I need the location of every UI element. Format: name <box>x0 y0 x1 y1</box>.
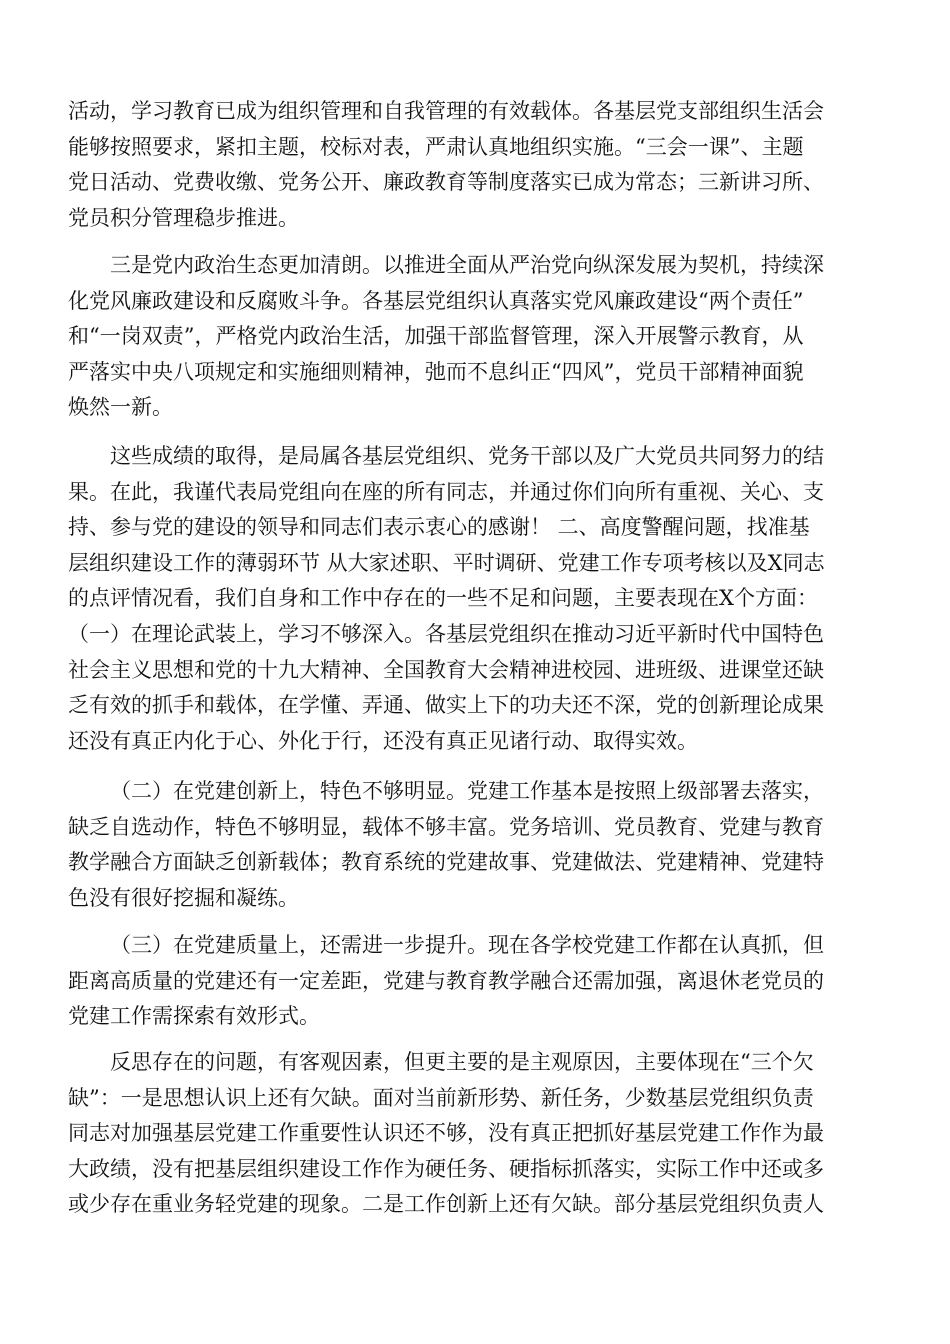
text-line: 和“一岗双责”，严格党内政治生活，加强干部监督管理，深入开展警示教育，从 <box>68 324 804 349</box>
text-line: 反思存在的问题，有客观因素，但更主要的是主观原因，主要体现在“三个欠 <box>110 1050 814 1074</box>
text-line: 的点评情况看，我们自身和工作中存在的一些不足和问题，主要表现在X个方面： <box>68 586 818 611</box>
text-line: （三）在党建质量上，还需进一步提升。现在各学校党建工作都在认真抓，但 <box>110 933 824 957</box>
text-line: 党员积分管理稳步推进。 <box>68 205 299 230</box>
paragraph-3 <box>68 439 825 759</box>
paragraph-4 <box>68 774 824 916</box>
paragraph-5 <box>68 928 824 1035</box>
text-line: 化党风廉政建设和反腐败斗争。各基层党组织认真落实党风廉政建设“两个责任” <box>68 288 804 313</box>
text-line: 层组织建设工作的薄弱环节 从大家述职、平时调研、党建工作专项考核以及X同志 <box>68 550 825 575</box>
text-line: 缺”：一是思想认识上还有欠缺。面对当前新形势、新任务，少数基层党组织负责 <box>68 1085 814 1110</box>
text-line: 距离高质量的党建还有一定差距，党建与教育教学融合还需加强，离退休老党员的 <box>68 968 824 993</box>
text-line: 三是党内政治生态更加清朗。以推进全面从严治党向纵深发展为契机，持续深 <box>110 253 824 277</box>
text-line: （二）在党建创新上，特色不够明显。党建工作基本是按照上级部署去落实， <box>110 779 824 803</box>
text-line: 党建工作需探索有效形式。 <box>68 1004 320 1029</box>
text-line: 活动，学习教育已成为组织管理和自我管理的有效载体。各基层党支部组织生活会 <box>68 99 824 123</box>
text-line: 这些成绩的取得，是局属各基层党组织、党务干部以及广大党员共同努力的结 <box>110 444 824 468</box>
text-line: 或少存在重业务轻党建的现象。二是工作创新上还有欠缺。部分基层党组织负责人 <box>68 1192 824 1217</box>
text-line: 焕然一新。 <box>68 395 173 420</box>
text-line: 大政绩，没有把基层组织建设工作作为硬任务、硬指标抓落实，实际工作中还或多 <box>68 1156 824 1181</box>
text-line: 色没有很好挖掘和凝练。 <box>68 885 299 910</box>
text-line: 果。在此，我谨代表局党组向在座的所有同志，并通过你们向所有重视、关心、支 <box>68 479 824 504</box>
text-line: （一）在理论武装上，学习不够深入。各基层党组织在推动习近平新时代中国特色 <box>68 621 824 646</box>
text-line: 能够按照要求，紧扣主题，校标对表，严肃认真地组织实施。“三会一课”、主题 <box>68 134 804 159</box>
text-line: 乏有效的抓手和载体，在学懂、弄通、做实上下的功夫还不深，党的创新理论成果 <box>68 693 824 718</box>
text-line: 持、参与党的建设的领导和同志们表示衷心的感谢！ 二、高度警醒问题，找准基 <box>68 515 810 540</box>
text-line: 还没有真正内化于心、外化于行，还没有真正见诸行动、取得实效。 <box>68 728 698 753</box>
text-line: 党日活动、党费收缴、党务公开、廉政教育等制度落实已成为常态；三新讲习所、 <box>68 170 824 195</box>
text-line: 严落实中央八项规定和实施细则精神，弛而不息纠正“四风”，党员干部精神面貌 <box>68 359 804 384</box>
text-line: 同志对加强基层党建工作重要性认识还不够，没有真正把抓好基层党建工作作为最 <box>68 1121 824 1146</box>
text-line: 缺乏自选动作，特色不够明显，载体不够丰富。党务培训、党员教育、党建与教育 <box>68 814 824 839</box>
paragraph-2 <box>68 248 824 426</box>
paragraph-1 <box>68 94 824 236</box>
text-line: 教学融合方面缺乏创新载体；教育系统的党建故事、党建做法、党建精神、党建特 <box>68 850 824 875</box>
text-line: 社会主义思想和党的十九大精神、全国教育大会精神进校园、进班级、进课堂还缺 <box>68 657 824 682</box>
paragraph-6 <box>68 1045 824 1223</box>
